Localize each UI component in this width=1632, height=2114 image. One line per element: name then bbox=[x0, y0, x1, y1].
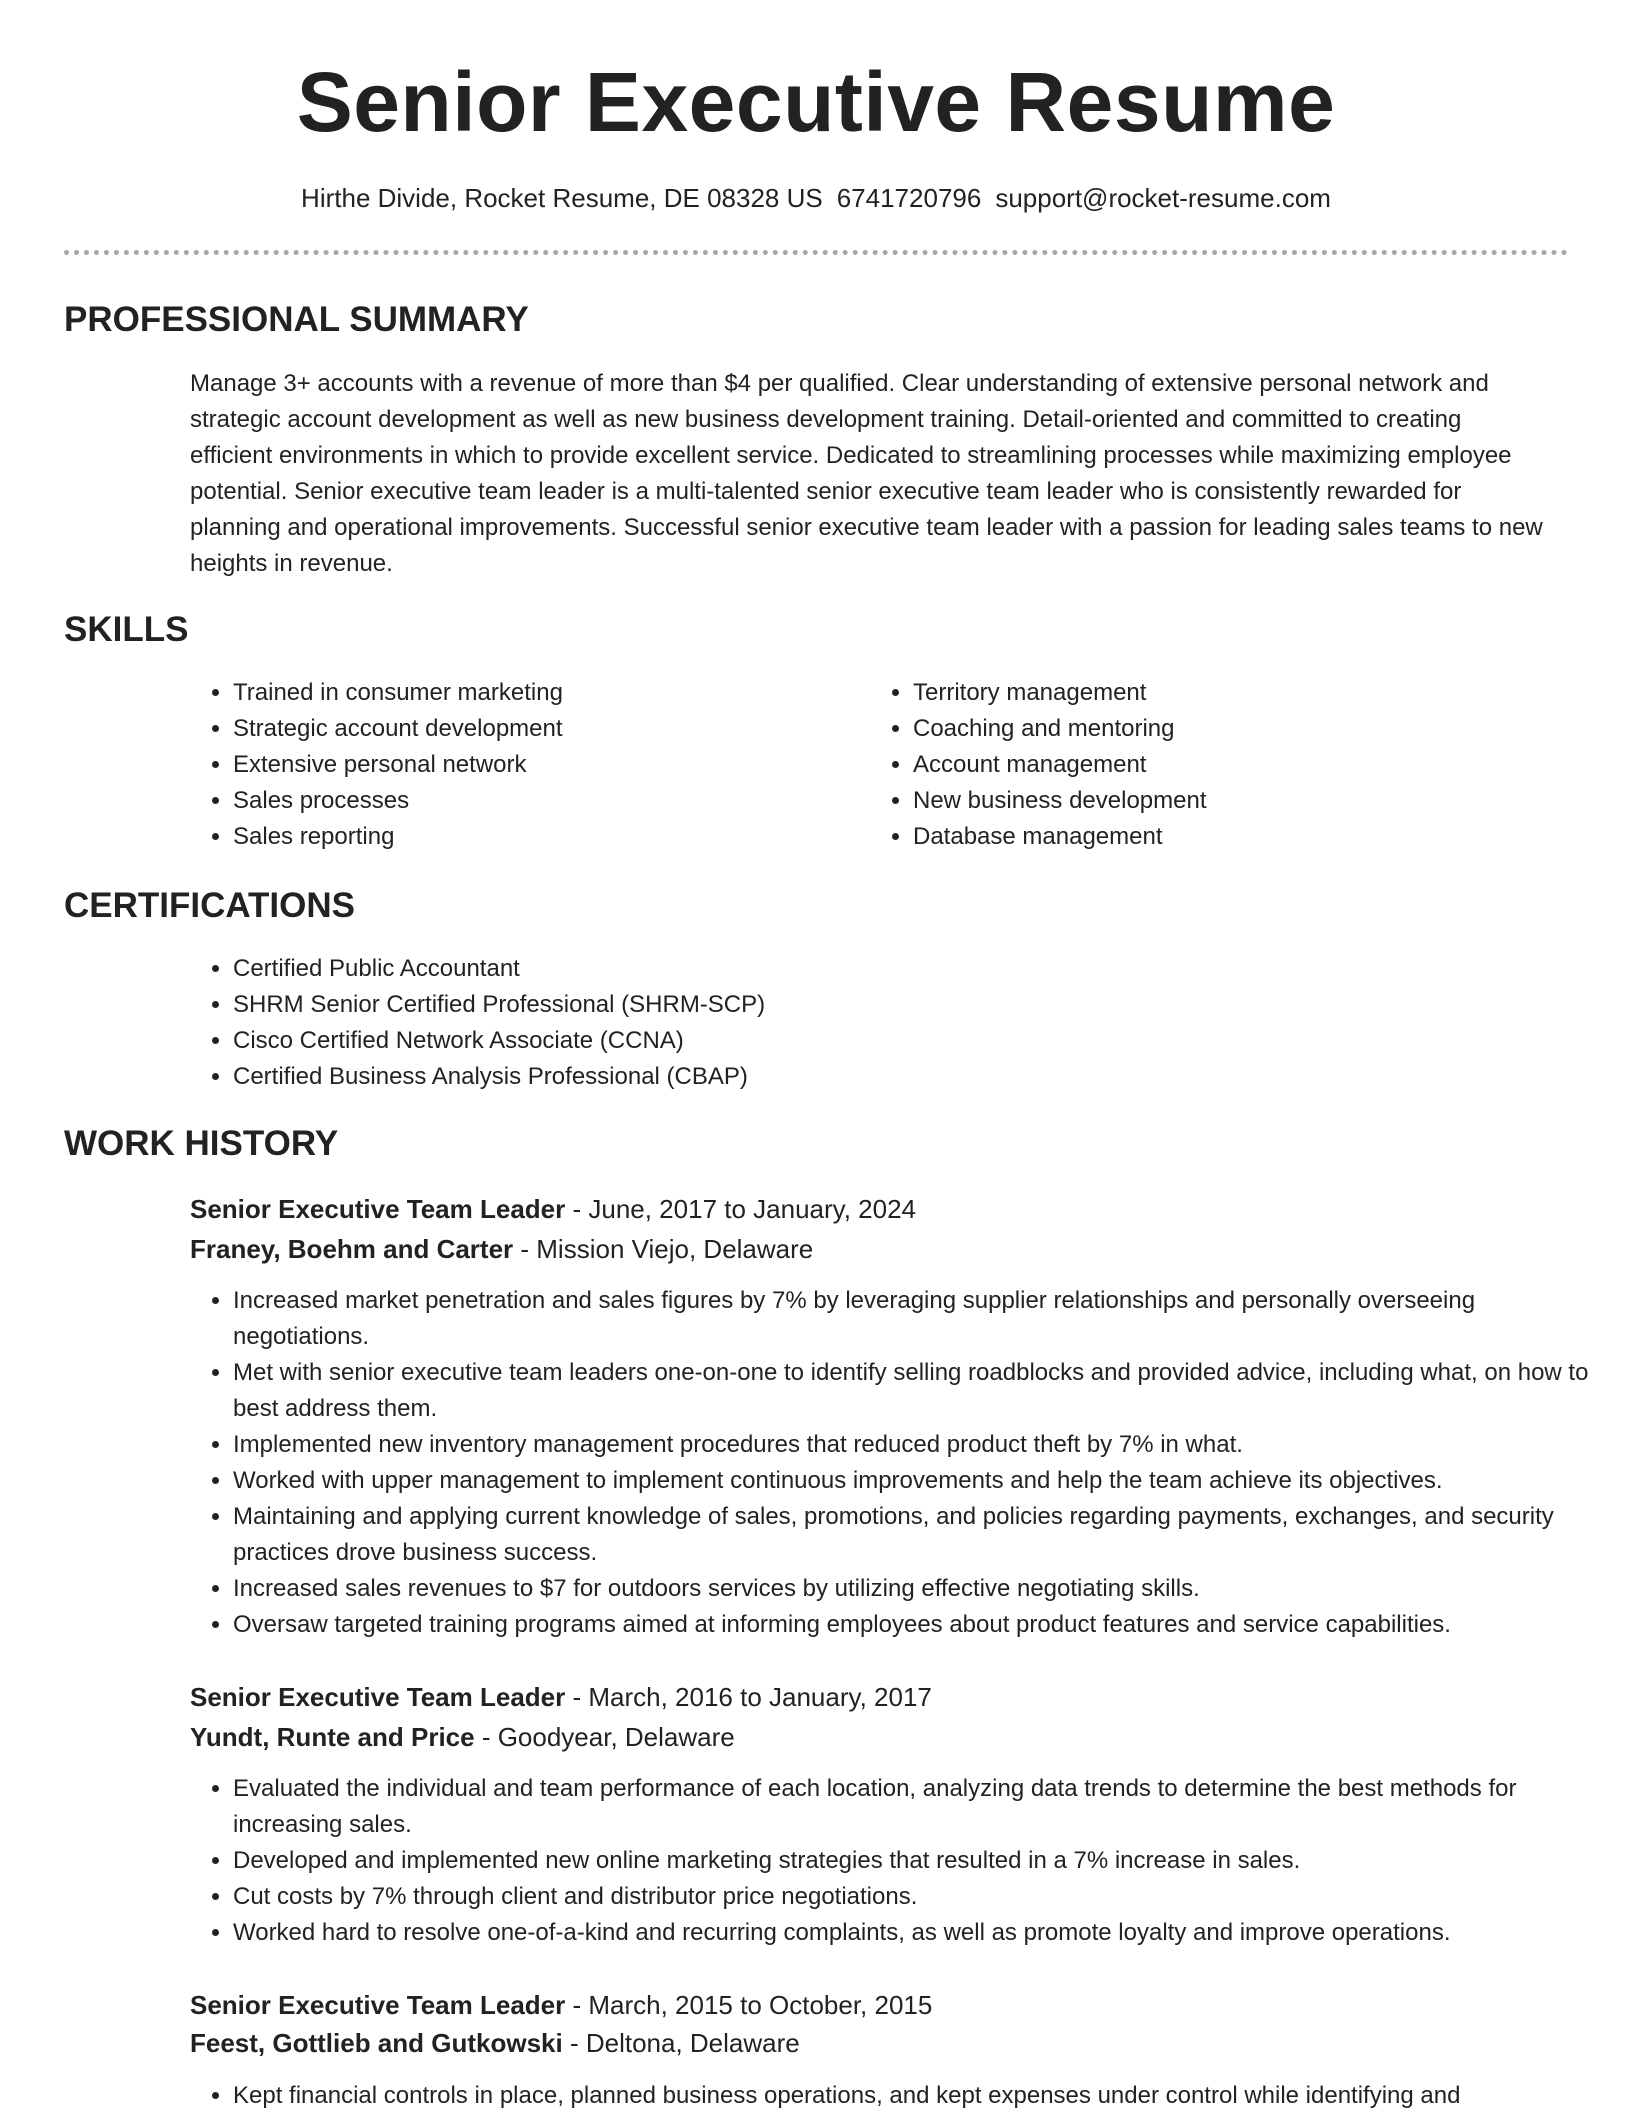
skill-item: • Database management bbox=[913, 819, 1553, 855]
skill-item: • Sales processes bbox=[233, 783, 833, 819]
job-location: - Goodyear, Delaware bbox=[474, 1722, 735, 1752]
job-bullet: • Met with senior executive team leaders one-on-one to identify selling roadblocks and provided advice, including what, on how to best address them. bbox=[233, 1355, 1611, 1427]
skills-list-right bbox=[870, 675, 1553, 855]
certification-item: • Certified Business Analysis Professional (CBAP) bbox=[233, 1059, 1593, 1095]
job-title: Senior Executive Team Leader bbox=[190, 1990, 566, 2020]
job-bullets bbox=[190, 1283, 1611, 1643]
contact-email: support@rocket-resume.com bbox=[995, 183, 1331, 213]
job-bullet: • Increased market penetration and sales figures by 7% by leveraging supplier relationships and personally overseeing negotiations. bbox=[233, 1283, 1611, 1355]
job-company: Feest, Gottlieb and Gutkowski bbox=[190, 2028, 563, 2058]
job-bullets bbox=[190, 1771, 1611, 1951]
certification-item: • Cisco Certified Network Associate (CCNA) bbox=[233, 1023, 1593, 1059]
job-bullet: • Worked hard to resolve one-of-a-kind and recurring complaints, as well as promote loyalty and improve operations. bbox=[233, 1915, 1611, 1951]
header-divider bbox=[64, 250, 1568, 255]
job-bullet: • Cut costs by 7% through client and distributor price negotiations. bbox=[233, 1879, 1611, 1915]
certification-item: • SHRM Senior Certified Professional (SHRM-SCP) bbox=[233, 987, 1593, 1023]
certification-item: • Certified Public Accountant bbox=[233, 951, 1593, 987]
job-dates: - March, 2016 to January, 2017 bbox=[565, 1682, 932, 1712]
skill-item: • Coaching and mentoring bbox=[913, 711, 1553, 747]
section-heading-summary: PROFESSIONAL SUMMARY bbox=[64, 300, 529, 339]
section-heading-skills: SKILLS bbox=[64, 610, 189, 649]
job-bullets bbox=[190, 2078, 1611, 2114]
job-location: - Deltona, Delaware bbox=[562, 2028, 800, 2058]
job-bullet: • Worked with upper management to implement continuous improvements and help the team achieve its objectives. bbox=[233, 1463, 1611, 1499]
summary-text: Manage 3+ accounts with a revenue of more than $4 per qualified. Clear understanding of extensive personal network and strategic account development as well as new business development training. Detail-oriented and committed to creating efficient environments in which to provide excellent service. Dedicated to streamlining processes while maximizing employee potential. Senior executive team leader is a multi-talented senior executive team leader who is consistently rewarded for planning and operational improvements. Successful senior executive team leader with a passion for leading sales teams to new heights in revenue. bbox=[190, 370, 1543, 577]
job-company-line bbox=[190, 1719, 735, 1755]
contact-address: Hirthe Divide, Rocket Resume, DE 08328 US bbox=[301, 183, 823, 213]
job-title-line bbox=[190, 1987, 932, 2023]
job-bullet: • Maintaining and applying current knowledge of sales, promotions, and policies regarding payments, exchanges, and security practices drove business success. bbox=[233, 1499, 1611, 1571]
job-company: Franey, Boehm and Carter bbox=[190, 1234, 514, 1264]
job-company-line bbox=[190, 1231, 813, 1267]
job-dates: - March, 2015 to October, 2015 bbox=[565, 1990, 933, 2020]
job-bullet: • Developed and implemented new online marketing strategies that resulted in a 7% increase in sales. bbox=[233, 1843, 1611, 1879]
certifications-list bbox=[190, 951, 1593, 1095]
skill-item: • Account management bbox=[913, 747, 1553, 783]
job-title: Senior Executive Team Leader bbox=[190, 1194, 566, 1224]
job-bullet: • Increased sales revenues to $7 for outdoors services by utilizing effective negotiating skills. bbox=[233, 1571, 1611, 1607]
skill-item: • Territory management bbox=[913, 675, 1553, 711]
section-heading-certifications: CERTIFICATIONS bbox=[64, 886, 356, 925]
job-dates: - June, 2017 to January, 2024 bbox=[565, 1194, 917, 1224]
job-company: Yundt, Runte and Price bbox=[190, 1722, 475, 1752]
job-title: Senior Executive Team Leader bbox=[190, 1682, 566, 1712]
job-title-line bbox=[190, 1679, 932, 1715]
resume-title: Senior Executive Resume bbox=[296, 55, 1336, 149]
skill-item: • Extensive personal network bbox=[233, 747, 833, 783]
skill-item: • Trained in consumer marketing bbox=[233, 675, 833, 711]
job-location: - Mission Viejo, Delaware bbox=[513, 1234, 814, 1264]
skill-item: • New business development bbox=[913, 783, 1553, 819]
job-bullet: • Evaluated the individual and team performance of each location, analyzing data trends to determine the best methods for increasing sales. bbox=[233, 1771, 1611, 1843]
skill-item: • Sales reporting bbox=[233, 819, 833, 855]
contact-phone: 6741720796 bbox=[836, 183, 982, 213]
job-company-line bbox=[190, 2025, 800, 2061]
skills-list-left bbox=[190, 675, 833, 855]
job-title-line bbox=[190, 1191, 916, 1227]
job-bullet: • Oversaw targeted training programs aimed at informing employees about product features and service capabilities. bbox=[233, 1607, 1611, 1643]
contact-line bbox=[0, 180, 1632, 216]
section-heading-work-history: WORK HISTORY bbox=[64, 1124, 339, 1163]
skill-item: • Strategic account development bbox=[233, 711, 833, 747]
job-bullet: • Implemented new inventory management procedures that reduced product theft by 7% in what. bbox=[233, 1427, 1611, 1463]
job-bullet: • Kept financial controls in place, planned business operations, and kept expenses under control while identifying and bbox=[233, 2078, 1611, 2114]
